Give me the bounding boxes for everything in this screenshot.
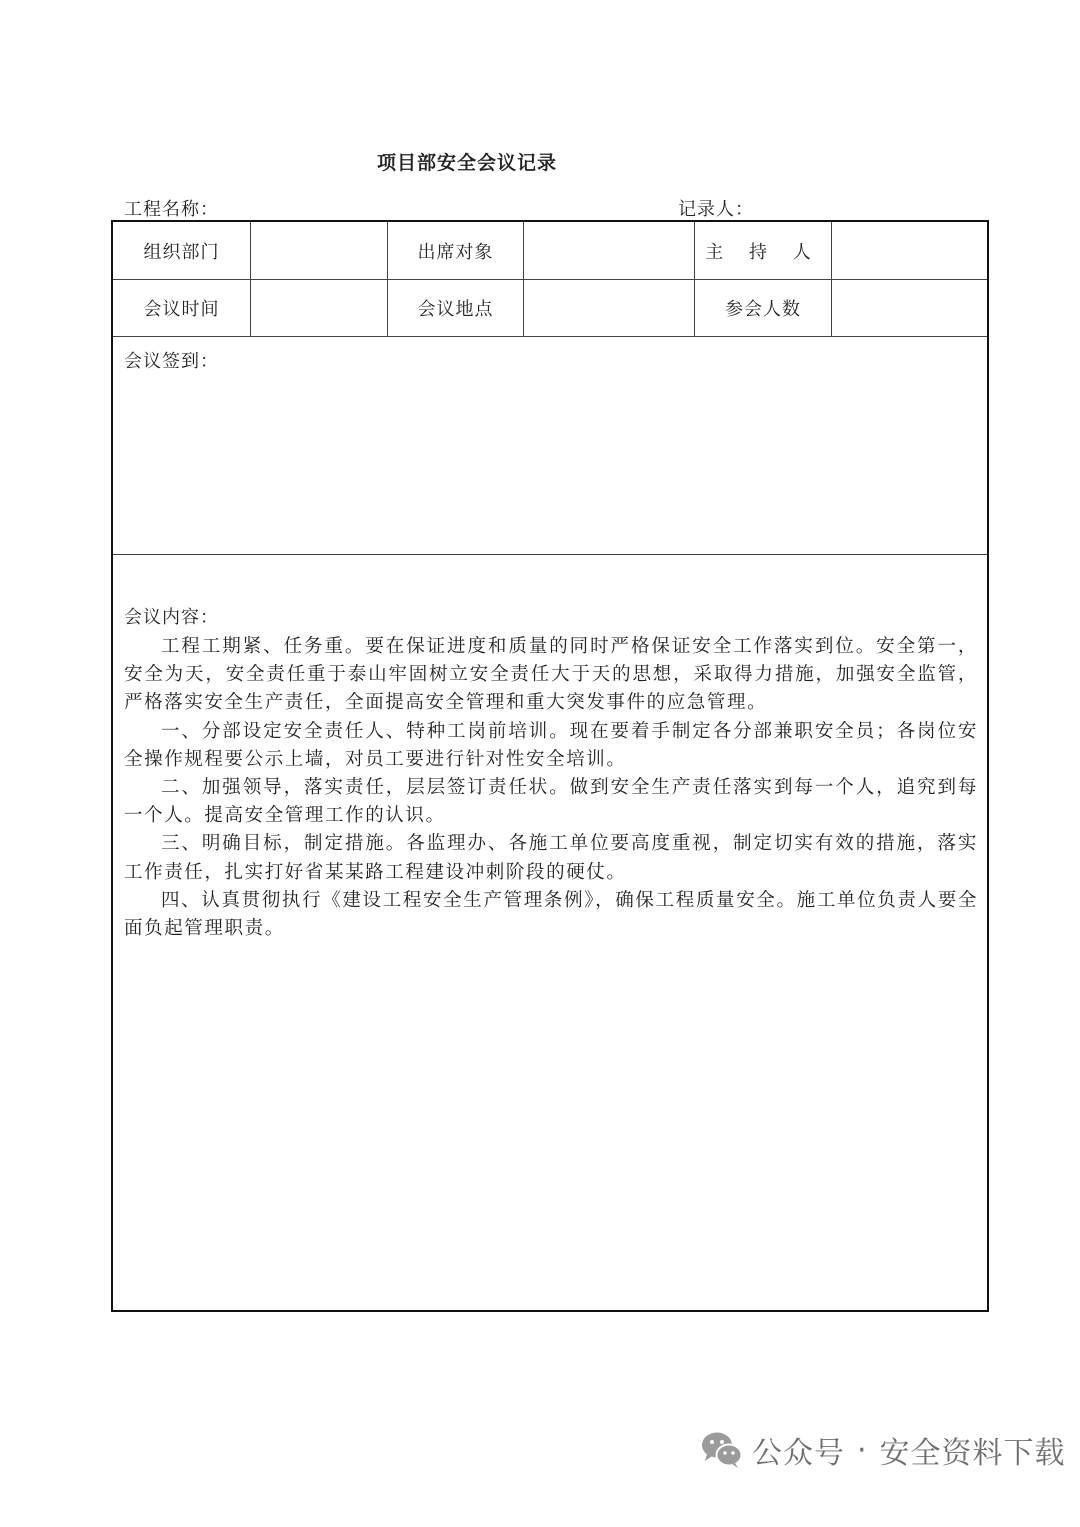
content-section [113, 555, 987, 1310]
content-body [124, 633, 978, 943]
attendees-label: 出席对象 [387, 222, 523, 279]
organizer-value [250, 222, 387, 279]
content-paragraph: 二、加强领导，落实责任，层层签订责任状。做到安全生产责任落实到每一个人，追究到每一个人。提高安全管理工作的认识。 [124, 777, 978, 827]
meeting-record-table [111, 220, 989, 1312]
watermark [700, 1428, 1066, 1472]
meeting-time-label: 会议时间 [143, 299, 220, 320]
meeting-location-value [523, 280, 694, 336]
content-label: 会议内容： [124, 607, 219, 628]
watermark-separator: · [857, 1432, 868, 1468]
attendee-count-value [831, 280, 987, 336]
content-paragraph: 四、认真贯彻执行《建设工程安全生产管理条例》，确保工程质量安全。施工单位负责人要全面负起管理职责。 [124, 889, 978, 940]
watermark-text [752, 1428, 1066, 1472]
wechat-icon [700, 1430, 744, 1470]
host-label: 主 持 人 [694, 222, 831, 279]
content-paragraph: 一、分部设定安全责任人、特种工岗前培训。现在要着手制定各分部兼职安全员；各岗位安全操作规程要公示上墙，对员工要进行针对性安全培训。 [124, 720, 978, 770]
document-title: 项目部安全会议记录 [376, 152, 557, 174]
content-paragraph: 三、明确目标，制定措施。各监理办、各施工单位要高度重视，制定切实有效的措施，落实工作责任，扎实打好省某某路工程建设冲刺阶段的硬仗。 [124, 833, 978, 883]
watermark-account-name: 安全资料下载 [879, 1436, 1066, 1471]
meeting-time-value [250, 280, 387, 336]
table-row-organization [113, 222, 987, 280]
attendee-count-label: 参会人数 [694, 280, 831, 336]
meeting-location-label: 会议地点 [387, 280, 523, 336]
host-value [831, 222, 987, 279]
attendees-value [523, 222, 694, 279]
table-row-time-place [113, 280, 987, 337]
watermark-prefix: 公众号 [752, 1436, 845, 1471]
recorder-label: 记录人： [678, 199, 754, 220]
organizer-label: 组织部门 [143, 241, 220, 263]
signin-section [113, 337, 987, 555]
content-paragraph: 工程工期紧、任务重。要在保证进度和质量的同时严格保证安全工作落实到位。安全第一，安全为天，安全责任重于泰山牢固树立安全责任大于天的思想，采取得力措施，加强安全监管，严格落实安全生产责任，全面提高安全管理和重大突发事件的应急管理。 [124, 636, 978, 714]
signin-label: 会议签到： [124, 351, 219, 372]
project-name-label: 工程名称： [124, 199, 219, 220]
